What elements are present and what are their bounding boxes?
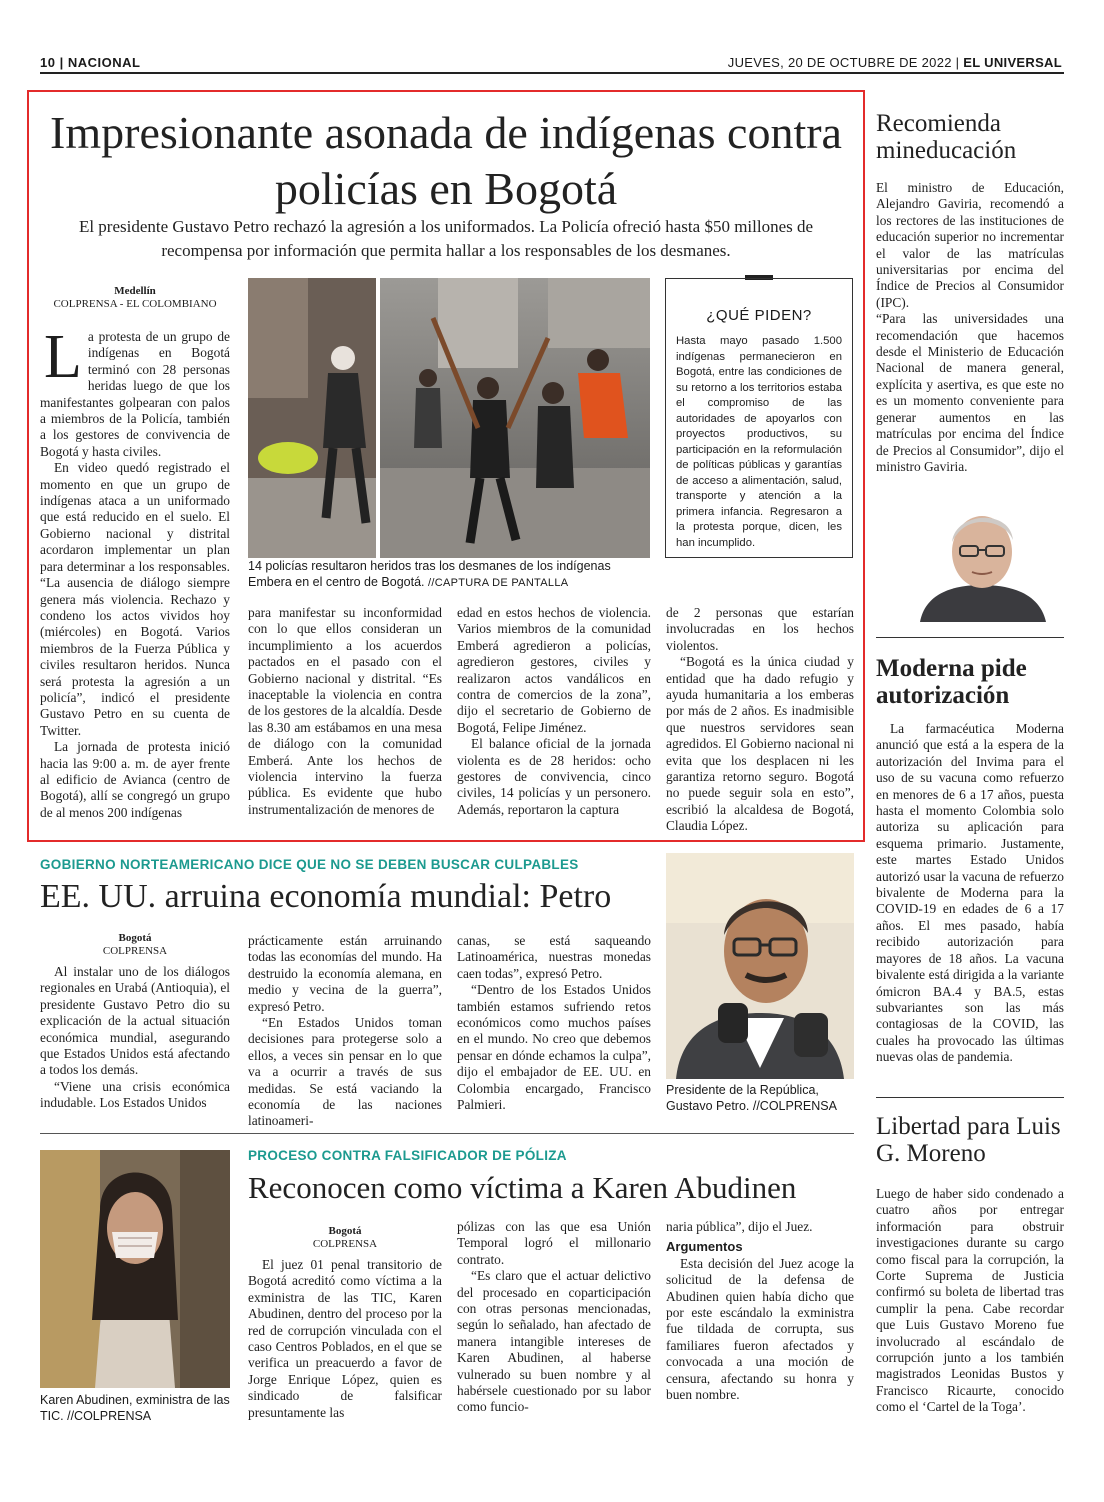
sidebar-title: ¿QUÉ PIDEN? (706, 307, 812, 324)
page-date-line (728, 55, 1062, 70)
lead-photo (248, 278, 650, 558)
brief-body (876, 721, 1064, 1066)
caption-text: Karen Abudinen, exministra de las TIC. (40, 1393, 230, 1423)
lead-column-3 (457, 605, 651, 818)
story-paragraph: canas, se está saqueando Latinoamérica, nuestras monedas caen todas”, expresó Petro. (457, 933, 651, 981)
brief-paragraph: La farmacéutica Moderna anunció que está a la espera de la autorización del Invima para el uso de su vacuna como refuerzo en menores de 6 a 17 años, puesta hasta el momento Colombia solo autoriza su aplicación para esquema primario. Justamente, este martes Estado Unidos autorizó usar la vacuna de refuerzo bivalente de Moderna para la COVID-19 en edades de 6 a 17 años. El mes pasado, había recibido autorización para mayores de 18 años. La vacuna bivalente está dirigida a la variante ómicron BA.4 y BA.5, estas subvariantes son las más contagiosas de la COVID, las cuales ha provocado las últimas nuevas olas de pandemia. (876, 721, 1064, 1065)
story-paragraph: prácticamente están arruinando todas las economías del mundo. Ha destruido la economía alemana, en medio y vecina de la guerra”, expresó Petro. (248, 933, 442, 1014)
story2-column-2 (248, 933, 442, 1130)
sidebar-box (665, 278, 853, 558)
brief-divider (876, 1097, 1064, 1098)
story-kicker: GOBIERNO NORTEAMERICANO DICE QUE NO SE DEBEN BUSCAR CULPABLES (40, 857, 579, 872)
drop-cap: L (44, 323, 82, 391)
sidebar-text: Hasta mayo pasado 1.500 indígenas permanecieron en Bogotá, entre las condiciones de su retorno a los territorios estaba el compromiso de las autoridades de apoyarlos con proyectos productivos, su participación en la reformulación de políticas públicas y garantías de acceso a alimentación, salud, transporte y atención a la primera infancia. Regresaron a la protesta porque, dicen, les han incumplido. (676, 335, 842, 549)
story-headline: Reconocen como víctima a Karen Abudinen (248, 1170, 797, 1205)
publication-name: EL UNIVERSAL (963, 55, 1062, 70)
dateline-agency: COLPRENSA (102, 945, 168, 957)
lead-column-4 (666, 605, 854, 835)
portrait-illustration (666, 853, 854, 1079)
lead-paragraph: edad en estos hechos de violencia. Varios miembros de la comunidad Emberá agredieron a policías, agredieron gestores, civiles y realizaron actos vandálicos en contra de comercios de la zona”, dijo el secretario de Gobierno de Bogotá, Felipe Jiménez. (457, 605, 651, 735)
story-subhead: Argumentos (666, 1239, 743, 1255)
story3-column-3 (666, 1219, 854, 1403)
story3-column-2 (457, 1219, 651, 1416)
story2-column-1 (40, 932, 230, 1112)
dateline-city: Bogotá (328, 1225, 362, 1237)
lead-first-paragraph (40, 323, 230, 460)
brief-paragraph: Luego de haber sido condenado a cuatro años por entregar información para obstruir investigaciones durante su cargo como fiscal para la corrupción, la Corte Suprema de Justicia confirmó su boleta de libertad tras cumplir la pena. Cabe recordar que Luis Gustavo Moreno fue involucrado al escándalo de corrupción junto a los también magistrados Leonidas Bustos y Francisco Ricaurte, conocido como el ‘Cartel de la Toga’. (876, 1186, 1064, 1415)
abudinen-photo (40, 1150, 230, 1388)
protest-scene-illustration (248, 278, 650, 558)
story-paragraph: naria pública”, dijo el Juez. (666, 1219, 813, 1234)
dateline-agency: COLPRENSA - EL COLOMBIANO (53, 298, 217, 310)
petro-photo (666, 853, 854, 1079)
lead-headline: Impresionante asonada de indígenas contra policías en Bogotá (50, 107, 842, 214)
photo-credit: //CAPTURA DE PANTALLA (428, 577, 569, 589)
story-paragraph: “Es claro que el actuar delictivo del procesado en coparticipación con otras personas mencionadas, según lo señalado, han afectado de manera intangible intereses de Karen Abudinen, al haberse vulnerado su buen nombre y al habérsele cuestionado por su labor como funcio- (457, 1268, 651, 1415)
brief-paragraph: “Para las universidades una recomendación que hacemos desde el Ministerio de Educación Nacional de manera general, explícita y asertiva, es que este no es un momento conveniente para generar aumentos en las matrículas por encima del Índice de Precios al Consumidor”, dijo el ministro Gaviria. (876, 311, 1064, 474)
issue-date: JUEVES, 20 DE OCTUBRE DE 2022 | (727, 55, 960, 70)
section-divider (40, 1133, 854, 1134)
lead-paragraph: “Bogotá es la única ciudad y entidad que ha dado refugio y ayuda humanitaria a los emberas por más de 2 años. Es inadmisible que nuestros servidores sean agredidos. El Gobierno nacional ni evita que los desplacen ni les garantiza retorno seguro. Bogotá no puede seguir sola en esto”, escribió la alcaldesa de Bogotá, Claudia López. (666, 654, 854, 834)
story-paragraph: pólizas con las que esa Unión Temporal logró el millonario contrato. (457, 1219, 651, 1267)
header-rule (40, 72, 1064, 74)
photo-credit: //COLPRENSA (67, 1409, 152, 1423)
brief-body (876, 1186, 1064, 1416)
photo-credit: //COLPRENSA (752, 1099, 837, 1113)
brief-headline: Libertad para Luis G. Moreno (876, 1113, 1061, 1167)
story2-dateline (40, 932, 230, 958)
story2-column-3 (457, 933, 651, 1113)
story3-photo-caption (40, 1392, 234, 1424)
lead-column-1 (40, 285, 230, 821)
story3-column-1 (248, 1225, 442, 1421)
story-paragraph: Esta decisión del Juez acoge la solicitud de la defensa de Abudinen quien había dicho que por este escándalo la exministra fue tildada de corrupta, sus familiares fueron afectados y convocada a una moción de censura, afectando su honra y buen nombre. (666, 1255, 854, 1403)
lead-photo-caption (248, 558, 650, 591)
brief-headline: Recomienda mineducación (876, 110, 1017, 164)
story3-dateline (248, 1225, 442, 1251)
brief-paragraph: El ministro de Educación, Alejandro Gaviria, recomendó a los rectores de las instituciones de educación superior no incrementar el valor de las matrículas universitarias por encima del Índice de Precios al Consumidor (IPC). (876, 180, 1064, 310)
story-paragraph: “Viene una crisis económica indudable. Los Estados Unidos (40, 1078, 230, 1111)
lead-paragraph: de 2 personas que estarían involucradas en los hechos violentos. (666, 605, 854, 653)
brief-divider (876, 637, 1064, 638)
story-kicker: PROCESO CONTRA FALSIFICADOR DE PÓLIZA (248, 1148, 567, 1163)
caption-text: Presidente de la República, Gustavo Petro. (666, 1083, 819, 1113)
brief-body (876, 180, 1064, 475)
story2-photo-caption (666, 1082, 856, 1114)
story-paragraph: “Dentro de los Estados Unidos también estamos sufriendo retos económicos como muchos países en el mundo. No creo que debemos pensar en dónde echamos la culpa”, dijo el embajador de EE. UU. en Colombia encargado, Francisco Palmieri. (457, 982, 651, 1113)
story-paragraph: El juez 01 penal transitorio de Bogotá acreditó como víctima a la exministra de las TIC, Karen Abudinen, dentro del proceso por la red de corrupción vinculada con el caso Centros Poblados, en el que se verifica un preacuerdo a favor de Jorge Enrique López, quien es sindicado de falsificar presuntamente las (248, 1257, 442, 1420)
page-section-label: 10 | NACIONAL (40, 55, 141, 70)
story-headline: EE. UU. arruina economía mundial: Petro (40, 878, 612, 915)
brief-headline: Moderna pide autorización (876, 655, 1027, 709)
lead-first-text: a protesta de un grupo de indígenas en Bogotá terminó con 28 personas heridas luego de que los manifestantes golpearan con palos a miembros de la Policía, también a los gestores de convivencia de Bogotá y hasta civiles. (40, 329, 230, 459)
lead-deck: El presidente Gustavo Petro rechazó la agresión a los uniformados. La Policía ofreció hasta $50 millones de recompensa por información que permita hallar a los responsables de los desmanes. (78, 217, 814, 260)
lead-column-2 (248, 605, 442, 818)
portrait-illustration (900, 500, 1064, 622)
dateline-city: Bogotá (118, 932, 152, 944)
dateline-city: Medellín (114, 285, 156, 297)
lead-paragraph: para manifestar su inconformidad con lo que ellos consideran un incumplimiento a los acuerdos pactados en el pasado con el Gobierno nacional y distrital. “Es inaceptable la violencia en contra de los gestores de la alcaldía. Desde las 8.30 am estábamos en una mesa de diálogo con la comunidad Emberá. Ante los hechos de violencia intervino la fuerza pública. Es evidente que hubo instrumentalización de menores de (248, 605, 442, 817)
lead-dateline (40, 285, 230, 311)
story-paragraph: “En Estados Unidos toman decisiones para protegerse solo a ellos, a veces sin pensar en lo que va a ocurrir a través de sus medidas. Se está vaciando la economía de las naciones latinoameri- (248, 1015, 442, 1129)
minister-portrait (900, 500, 1064, 622)
caption-text: 14 policías resultaron heridos tras los desmanes de los indígenas Embera en el centro de Bogotá. (248, 559, 611, 589)
portrait-illustration (40, 1150, 230, 1388)
lead-paragraph: El balance oficial de la jornada violenta es de 28 heridos: ocho gestores de convivencia, cinco civiles, 14 policías y un personero. Además, reportaron la captura (457, 736, 651, 817)
story-paragraph: Al instalar uno de los diálogos regionales en Urabá (Antioquia), el presidente Gustavo Petro dio su explicación de la actual situación económica mundial, asegurando que Estados Unidos está afectando a todos los demás. (40, 964, 230, 1078)
lead-paragraph: En video quedó registrado el momento en que un grupo de indígenas ataca a un uniformado que está reducido en el suelo. El Gobierno nacional y distrital acordaron implementar un plan para determinar a los responsables. “La ausencia de diálogo siempre genera más violencia. Rechazo y condeno los actos vividos hoy (miércoles) en Bogotá. Varios miembros de la Fuerza Pública y civiles resultaron heridos. Nunca será protesta la agresión a un policía”, indicó el presidente Gustavo Petro en su cuenta de Twitter. (40, 460, 230, 738)
dateline-agency: COLPRENSA (312, 1238, 378, 1250)
lead-paragraph: La jornada de protesta inició hacia las 9:00 a. m. de ayer frente al edificio de Avianca (centro de Bogotá), allí se congregó un grupo de al menos 200 indígenas (40, 739, 230, 820)
